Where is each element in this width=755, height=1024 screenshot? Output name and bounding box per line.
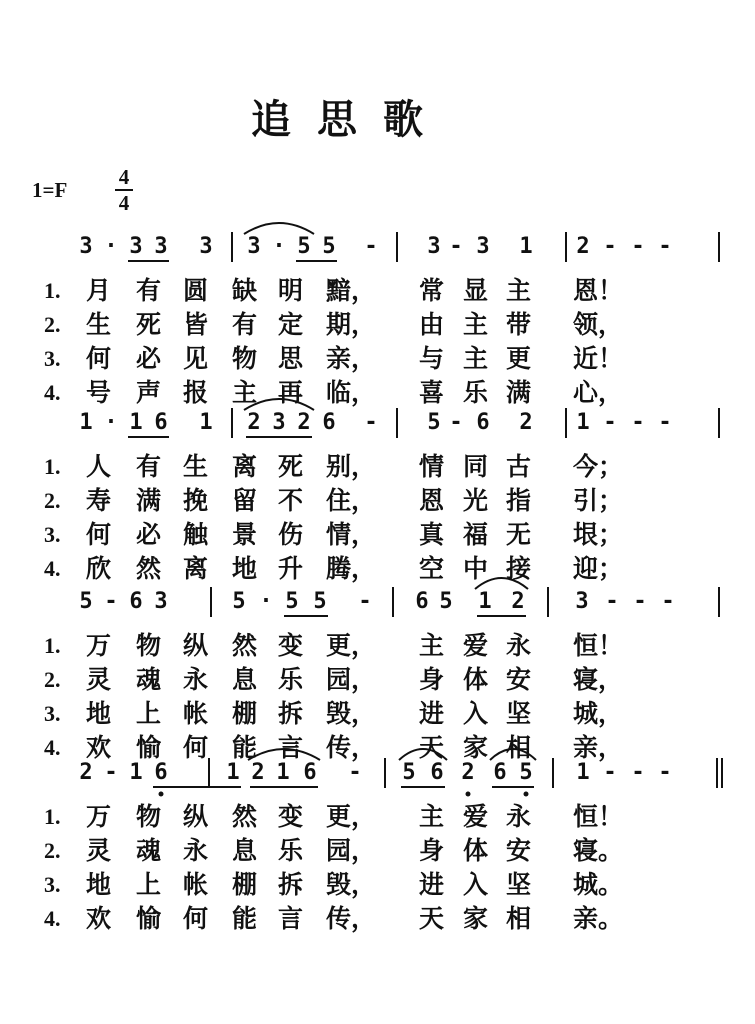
lyric-syllable: 伤 xyxy=(278,520,304,549)
lyric-syllable: 古 xyxy=(506,452,532,481)
lyric-syllable: 皆 xyxy=(183,310,209,339)
lyric-syllable: 息 xyxy=(232,665,258,694)
note: 1 xyxy=(576,410,590,435)
lyric-syllable: 爱 xyxy=(463,631,489,660)
note: 1 xyxy=(576,760,590,785)
lyric-syllable: 何 xyxy=(86,520,112,549)
note: 2 xyxy=(576,234,590,259)
note: 1 xyxy=(79,410,93,435)
lyric-syllable: 身 xyxy=(419,836,445,865)
lyric-syllable: 园， xyxy=(326,665,377,694)
lyric-syllable: 月 xyxy=(86,276,112,305)
lyric-syllable: 身 xyxy=(419,665,445,694)
lyric-syllable: 恩！ xyxy=(573,276,624,305)
note: 6 xyxy=(476,410,490,435)
verse-number: 2. xyxy=(44,838,61,863)
lyric-syllable: 有 xyxy=(136,452,162,481)
verse-number: 3. xyxy=(44,522,61,547)
note: 2 xyxy=(247,410,261,435)
lyric-syllable: 言 xyxy=(278,904,304,933)
lyric-syllable: 亲， xyxy=(573,733,624,762)
lyric-syllable: 触 xyxy=(183,520,209,549)
lyric-syllable: 永 xyxy=(183,665,209,694)
lyric-syllable: 体 xyxy=(463,665,489,694)
lyric-syllable: 棚 xyxy=(232,870,258,899)
key-signature: 1=F xyxy=(32,178,68,202)
note: 3 xyxy=(154,234,168,259)
lyric-syllable: 安 xyxy=(506,836,532,865)
note: - xyxy=(605,589,619,614)
note: 1 xyxy=(129,760,143,785)
lyric-syllable: 由 xyxy=(419,310,445,339)
note: 2 xyxy=(511,589,525,614)
lyric-syllable: 城。 xyxy=(573,870,624,899)
lyric-syllable: 中 xyxy=(463,554,489,583)
note: 3 xyxy=(476,234,490,259)
note: 3 xyxy=(79,234,93,259)
lyric-syllable: 欢 xyxy=(86,733,112,762)
bar-line xyxy=(384,758,386,788)
note: - xyxy=(603,760,617,785)
note: 3 xyxy=(247,234,261,259)
lyric-syllable: 乐 xyxy=(278,836,304,865)
lyric-syllable: 死 xyxy=(278,452,304,481)
lyric-syllable: 相 xyxy=(506,904,532,933)
lyric-syllable: 升 xyxy=(278,554,304,583)
note: - xyxy=(658,410,672,435)
note: 2 xyxy=(519,410,533,435)
lyric-syllable: 能 xyxy=(232,904,258,933)
note: · xyxy=(104,234,118,259)
lyric-syllable: 灵 xyxy=(86,836,112,865)
lyric-syllable: 地 xyxy=(86,699,112,728)
note: 6 xyxy=(415,589,429,614)
lyric-syllable: 灵 xyxy=(86,665,112,694)
note: 6 xyxy=(129,589,143,614)
lyric-syllable: 上 xyxy=(136,699,162,728)
note: 2 xyxy=(79,760,93,785)
lyric-syllable: 进 xyxy=(419,699,445,728)
bar-line xyxy=(565,408,567,438)
note: - xyxy=(104,589,118,614)
note: - xyxy=(631,410,645,435)
note: - xyxy=(603,410,617,435)
lyric-syllable: 帐 xyxy=(183,870,209,899)
note: 6 xyxy=(303,760,317,785)
lyric-syllable: 今； xyxy=(573,452,624,481)
note: · xyxy=(104,410,118,435)
verse-number: 4. xyxy=(44,735,61,760)
note: 5 xyxy=(519,760,533,785)
lyric-syllable: 定 xyxy=(278,310,304,339)
lyric-syllable: 垠； xyxy=(573,520,624,549)
lyric-syllable: 寿 xyxy=(86,486,112,515)
lyric-syllable: 迎； xyxy=(573,554,624,583)
lyric-syllable: 家 xyxy=(463,733,489,762)
lyric-syllable: 领， xyxy=(573,310,624,339)
lyric-syllable: 思 xyxy=(278,344,304,373)
lyric-syllable: 离 xyxy=(232,452,258,481)
verse-number: 3. xyxy=(44,701,61,726)
note: 5 xyxy=(402,760,416,785)
lyric-syllable: 爱 xyxy=(463,802,489,831)
note: 6 xyxy=(154,760,168,785)
lyric-syllable: 安 xyxy=(506,665,532,694)
lyric-syllable: 物 xyxy=(136,802,162,831)
lyric-syllable: 心， xyxy=(573,378,624,407)
lyric-syllable: 近！ xyxy=(573,344,624,373)
lyric-syllable: 魂 xyxy=(136,836,162,865)
lyric-syllable: 亲， xyxy=(326,344,377,373)
lyric-syllable: 言 xyxy=(278,733,304,762)
verse-number: 4. xyxy=(44,380,61,405)
bar-line xyxy=(552,758,554,788)
lyric-syllable: 有 xyxy=(136,276,162,305)
lyric-syllable: 天 xyxy=(419,733,445,762)
lyric-syllable: 引； xyxy=(573,486,624,515)
lyric-syllable: 帐 xyxy=(183,699,209,728)
note: 1 xyxy=(519,234,533,259)
lyric-syllable: 传， xyxy=(326,733,377,762)
lyric-syllable: 指 xyxy=(506,486,532,515)
lyric-syllable: 何 xyxy=(183,904,209,933)
bar-line xyxy=(396,232,398,262)
lyric-syllable: 别， xyxy=(326,452,377,481)
lyric-syllable: 更， xyxy=(326,802,377,831)
lyric-syllable: 住， xyxy=(326,486,377,515)
note: 1 xyxy=(226,760,240,785)
lyric-syllable: 无 xyxy=(506,520,532,549)
lyric-syllable: 主 xyxy=(419,631,445,660)
note: 6 xyxy=(493,760,507,785)
lyric-syllable: 乐 xyxy=(278,665,304,694)
lyric-syllable: 人 xyxy=(86,452,112,481)
bar-line xyxy=(392,587,394,617)
time-signature-top: 4 xyxy=(118,165,130,189)
note: - xyxy=(449,410,463,435)
lyric-syllable: 离 xyxy=(183,554,209,583)
bar-line xyxy=(396,408,398,438)
note: - xyxy=(658,760,672,785)
lyric-syllable: 纵 xyxy=(183,802,209,831)
lyric-syllable: 情 xyxy=(419,452,445,481)
octave-dot xyxy=(466,792,471,797)
note: 1 xyxy=(129,410,143,435)
lyric-syllable: 光 xyxy=(463,486,489,515)
verse-number: 2. xyxy=(44,488,61,513)
lyric-syllable: 挽 xyxy=(183,486,209,515)
lyric-syllable: 体 xyxy=(463,836,489,865)
lyric-syllable: 死 xyxy=(136,310,162,339)
lyric-syllable: 生 xyxy=(183,452,209,481)
lyric-syllable: 相 xyxy=(506,733,532,762)
note: · xyxy=(259,589,273,614)
lyric-syllable: 见 xyxy=(183,344,209,373)
lyric-syllable: 带 xyxy=(506,310,532,339)
lyric-syllable: 常 xyxy=(419,276,445,305)
lyric-syllable: 上 xyxy=(136,870,162,899)
lyric-syllable: 空 xyxy=(419,554,445,583)
lyric-syllable: 坚 xyxy=(506,870,532,899)
song-title: 追思歌 xyxy=(251,97,449,143)
lyric-syllable: 坚 xyxy=(506,699,532,728)
octave-dot xyxy=(524,792,529,797)
lyric-syllable: 变 xyxy=(278,631,304,660)
lyric-syllable: 物 xyxy=(232,344,258,373)
note: 6 xyxy=(322,410,336,435)
note: - xyxy=(104,760,118,785)
note: - xyxy=(631,760,645,785)
verse-number: 3. xyxy=(44,346,61,371)
lyric-syllable: 期， xyxy=(326,310,377,339)
bar-line xyxy=(208,758,210,788)
verse-number: 2. xyxy=(44,312,61,337)
lyric-syllable: 福 xyxy=(463,520,489,549)
lyric-syllable: 变 xyxy=(278,802,304,831)
lyric-syllable: 必 xyxy=(136,520,162,549)
note: - xyxy=(364,234,378,259)
note: - xyxy=(449,234,463,259)
lyric-syllable: 传， xyxy=(326,904,377,933)
note: 5 xyxy=(297,234,311,259)
note: 3 xyxy=(199,234,213,259)
lyric-syllable: 有 xyxy=(232,310,258,339)
lyric-syllable: 真 xyxy=(419,520,445,549)
lyric-syllable: 主 xyxy=(232,378,258,407)
lyric-syllable: 生 xyxy=(86,310,112,339)
lyric-syllable: 园， xyxy=(326,836,377,865)
lyric-syllable: 进 xyxy=(419,870,445,899)
lyric-syllable: 能 xyxy=(232,733,258,762)
lyric-syllable: 何 xyxy=(183,733,209,762)
note: 3 xyxy=(427,234,441,259)
lyric-syllable: 万 xyxy=(86,631,112,660)
verse-number: 4. xyxy=(44,556,61,581)
lyric-syllable: 寝。 xyxy=(573,836,624,865)
lyric-syllable: 物 xyxy=(136,631,162,660)
lyric-syllable: 拆 xyxy=(278,699,304,728)
note: - xyxy=(358,589,372,614)
lyric-syllable: 主 xyxy=(506,276,532,305)
lyric-syllable: 地 xyxy=(86,870,112,899)
note: 3 xyxy=(272,410,286,435)
verse-number: 3. xyxy=(44,872,61,897)
lyric-syllable: 更 xyxy=(506,344,532,373)
bar-line xyxy=(231,408,233,438)
lyric-syllable: 纵 xyxy=(183,631,209,660)
note: - xyxy=(658,234,672,259)
note: 5 xyxy=(79,589,93,614)
note: - xyxy=(633,589,647,614)
time-signature xyxy=(114,166,134,214)
note: 6 xyxy=(430,760,444,785)
lyric-syllable: 城， xyxy=(573,699,624,728)
verse-number: 1. xyxy=(44,804,61,829)
bar-line xyxy=(547,587,549,617)
slur xyxy=(244,223,314,234)
lyric-syllable: 圆 xyxy=(183,276,209,305)
lyric-syllable: 恒！ xyxy=(573,631,624,660)
lyric-syllable: 临， xyxy=(326,378,377,407)
lyric-syllable: 满 xyxy=(136,486,162,515)
note: 1 xyxy=(199,410,213,435)
lyric-syllable: 魂 xyxy=(136,665,162,694)
lyric-syllable: 然 xyxy=(232,802,258,831)
bar-line xyxy=(718,232,720,262)
note: 3 xyxy=(575,589,589,614)
lyric-syllable: 然 xyxy=(232,631,258,660)
note: - xyxy=(631,234,645,259)
bar-line xyxy=(718,408,720,438)
lyric-syllable: 毁， xyxy=(326,870,377,899)
lyric-syllable: 主 xyxy=(463,310,489,339)
note: - xyxy=(348,760,362,785)
lyric-syllable: 天 xyxy=(419,904,445,933)
lyric-syllable: 拆 xyxy=(278,870,304,899)
lyric-syllable: 满 xyxy=(506,378,532,407)
note: 2 xyxy=(461,760,475,785)
lyric-syllable: 喜 xyxy=(419,378,445,407)
note: - xyxy=(661,589,675,614)
lyric-syllable: 然 xyxy=(136,554,162,583)
bar-line xyxy=(231,232,233,262)
lyric-syllable: 入 xyxy=(463,870,489,899)
note: · xyxy=(272,234,286,259)
verse-number: 1. xyxy=(44,278,61,303)
bar-line xyxy=(210,587,212,617)
note: 6 xyxy=(154,410,168,435)
lyric-syllable: 地 xyxy=(232,554,258,583)
lyric-syllable: 不 xyxy=(278,486,304,515)
lyric-syllable: 永 xyxy=(506,631,532,660)
verse-number: 2. xyxy=(44,667,61,692)
lyric-syllable: 家 xyxy=(463,904,489,933)
lyric-syllable: 入 xyxy=(463,699,489,728)
lyric-syllable: 寝， xyxy=(573,665,624,694)
lyric-syllable: 接 xyxy=(506,554,532,583)
lyric-syllable: 主 xyxy=(463,344,489,373)
lyric-syllable: 声 xyxy=(136,378,162,407)
bar-line xyxy=(721,758,723,788)
bar-line xyxy=(716,758,718,788)
lyric-syllable: 同 xyxy=(463,452,489,481)
bar-line xyxy=(718,587,720,617)
lyric-syllable: 更， xyxy=(326,631,377,660)
lyric-syllable: 恒！ xyxy=(573,802,624,831)
note: 5 xyxy=(285,589,299,614)
lyric-syllable: 永 xyxy=(183,836,209,865)
note: 2 xyxy=(297,410,311,435)
lyric-syllable: 腾， xyxy=(326,554,377,583)
note: - xyxy=(364,410,378,435)
lyric-syllable: 显 xyxy=(463,276,489,305)
lyric-syllable: 缺 xyxy=(232,276,258,305)
verse-number: 4. xyxy=(44,906,61,931)
lyric-syllable: 亲。 xyxy=(573,904,624,933)
lyric-syllable: 愉 xyxy=(136,733,162,762)
lyric-syllable: 情， xyxy=(326,520,377,549)
lyric-syllable: 息 xyxy=(232,836,258,865)
lyric-syllable: 欣 xyxy=(86,554,112,583)
bar-line xyxy=(565,232,567,262)
verse-number: 1. xyxy=(44,633,61,658)
lyric-syllable: 何 xyxy=(86,344,112,373)
note: 5 xyxy=(313,589,327,614)
lyric-syllable: 明 xyxy=(278,276,304,305)
note: 5 xyxy=(232,589,246,614)
lyric-syllable: 景 xyxy=(232,520,258,549)
octave-dot xyxy=(159,792,164,797)
note: 3 xyxy=(129,234,143,259)
lyric-syllable: 报 xyxy=(183,378,209,407)
lyric-syllable: 乐 xyxy=(463,378,489,407)
note: 1 xyxy=(478,589,492,614)
note: 1 xyxy=(276,760,290,785)
note: 3 xyxy=(154,589,168,614)
lyric-syllable: 号 xyxy=(86,378,112,407)
lyric-syllable: 永 xyxy=(506,802,532,831)
lyric-syllable: 再 xyxy=(278,378,304,407)
lyric-syllable: 毁， xyxy=(326,699,377,728)
lyric-syllable: 恩 xyxy=(419,486,445,515)
lyric-syllable: 万 xyxy=(86,802,112,831)
verse-number: 1. xyxy=(44,454,61,479)
note: 5 xyxy=(427,410,441,435)
lyric-syllable: 必 xyxy=(136,344,162,373)
lyric-syllable: 主 xyxy=(419,802,445,831)
note: - xyxy=(603,234,617,259)
note: 5 xyxy=(322,234,336,259)
note: 2 xyxy=(251,760,265,785)
lyric-syllable: 愉 xyxy=(136,904,162,933)
lyric-syllable: 黯， xyxy=(326,276,377,305)
lyric-syllable: 棚 xyxy=(232,699,258,728)
lyric-syllable: 与 xyxy=(419,344,445,373)
lyric-syllable: 留 xyxy=(232,486,258,515)
time-signature-bottom: 4 xyxy=(118,191,130,215)
lyric-syllable: 欢 xyxy=(86,904,112,933)
note: 5 xyxy=(439,589,453,614)
